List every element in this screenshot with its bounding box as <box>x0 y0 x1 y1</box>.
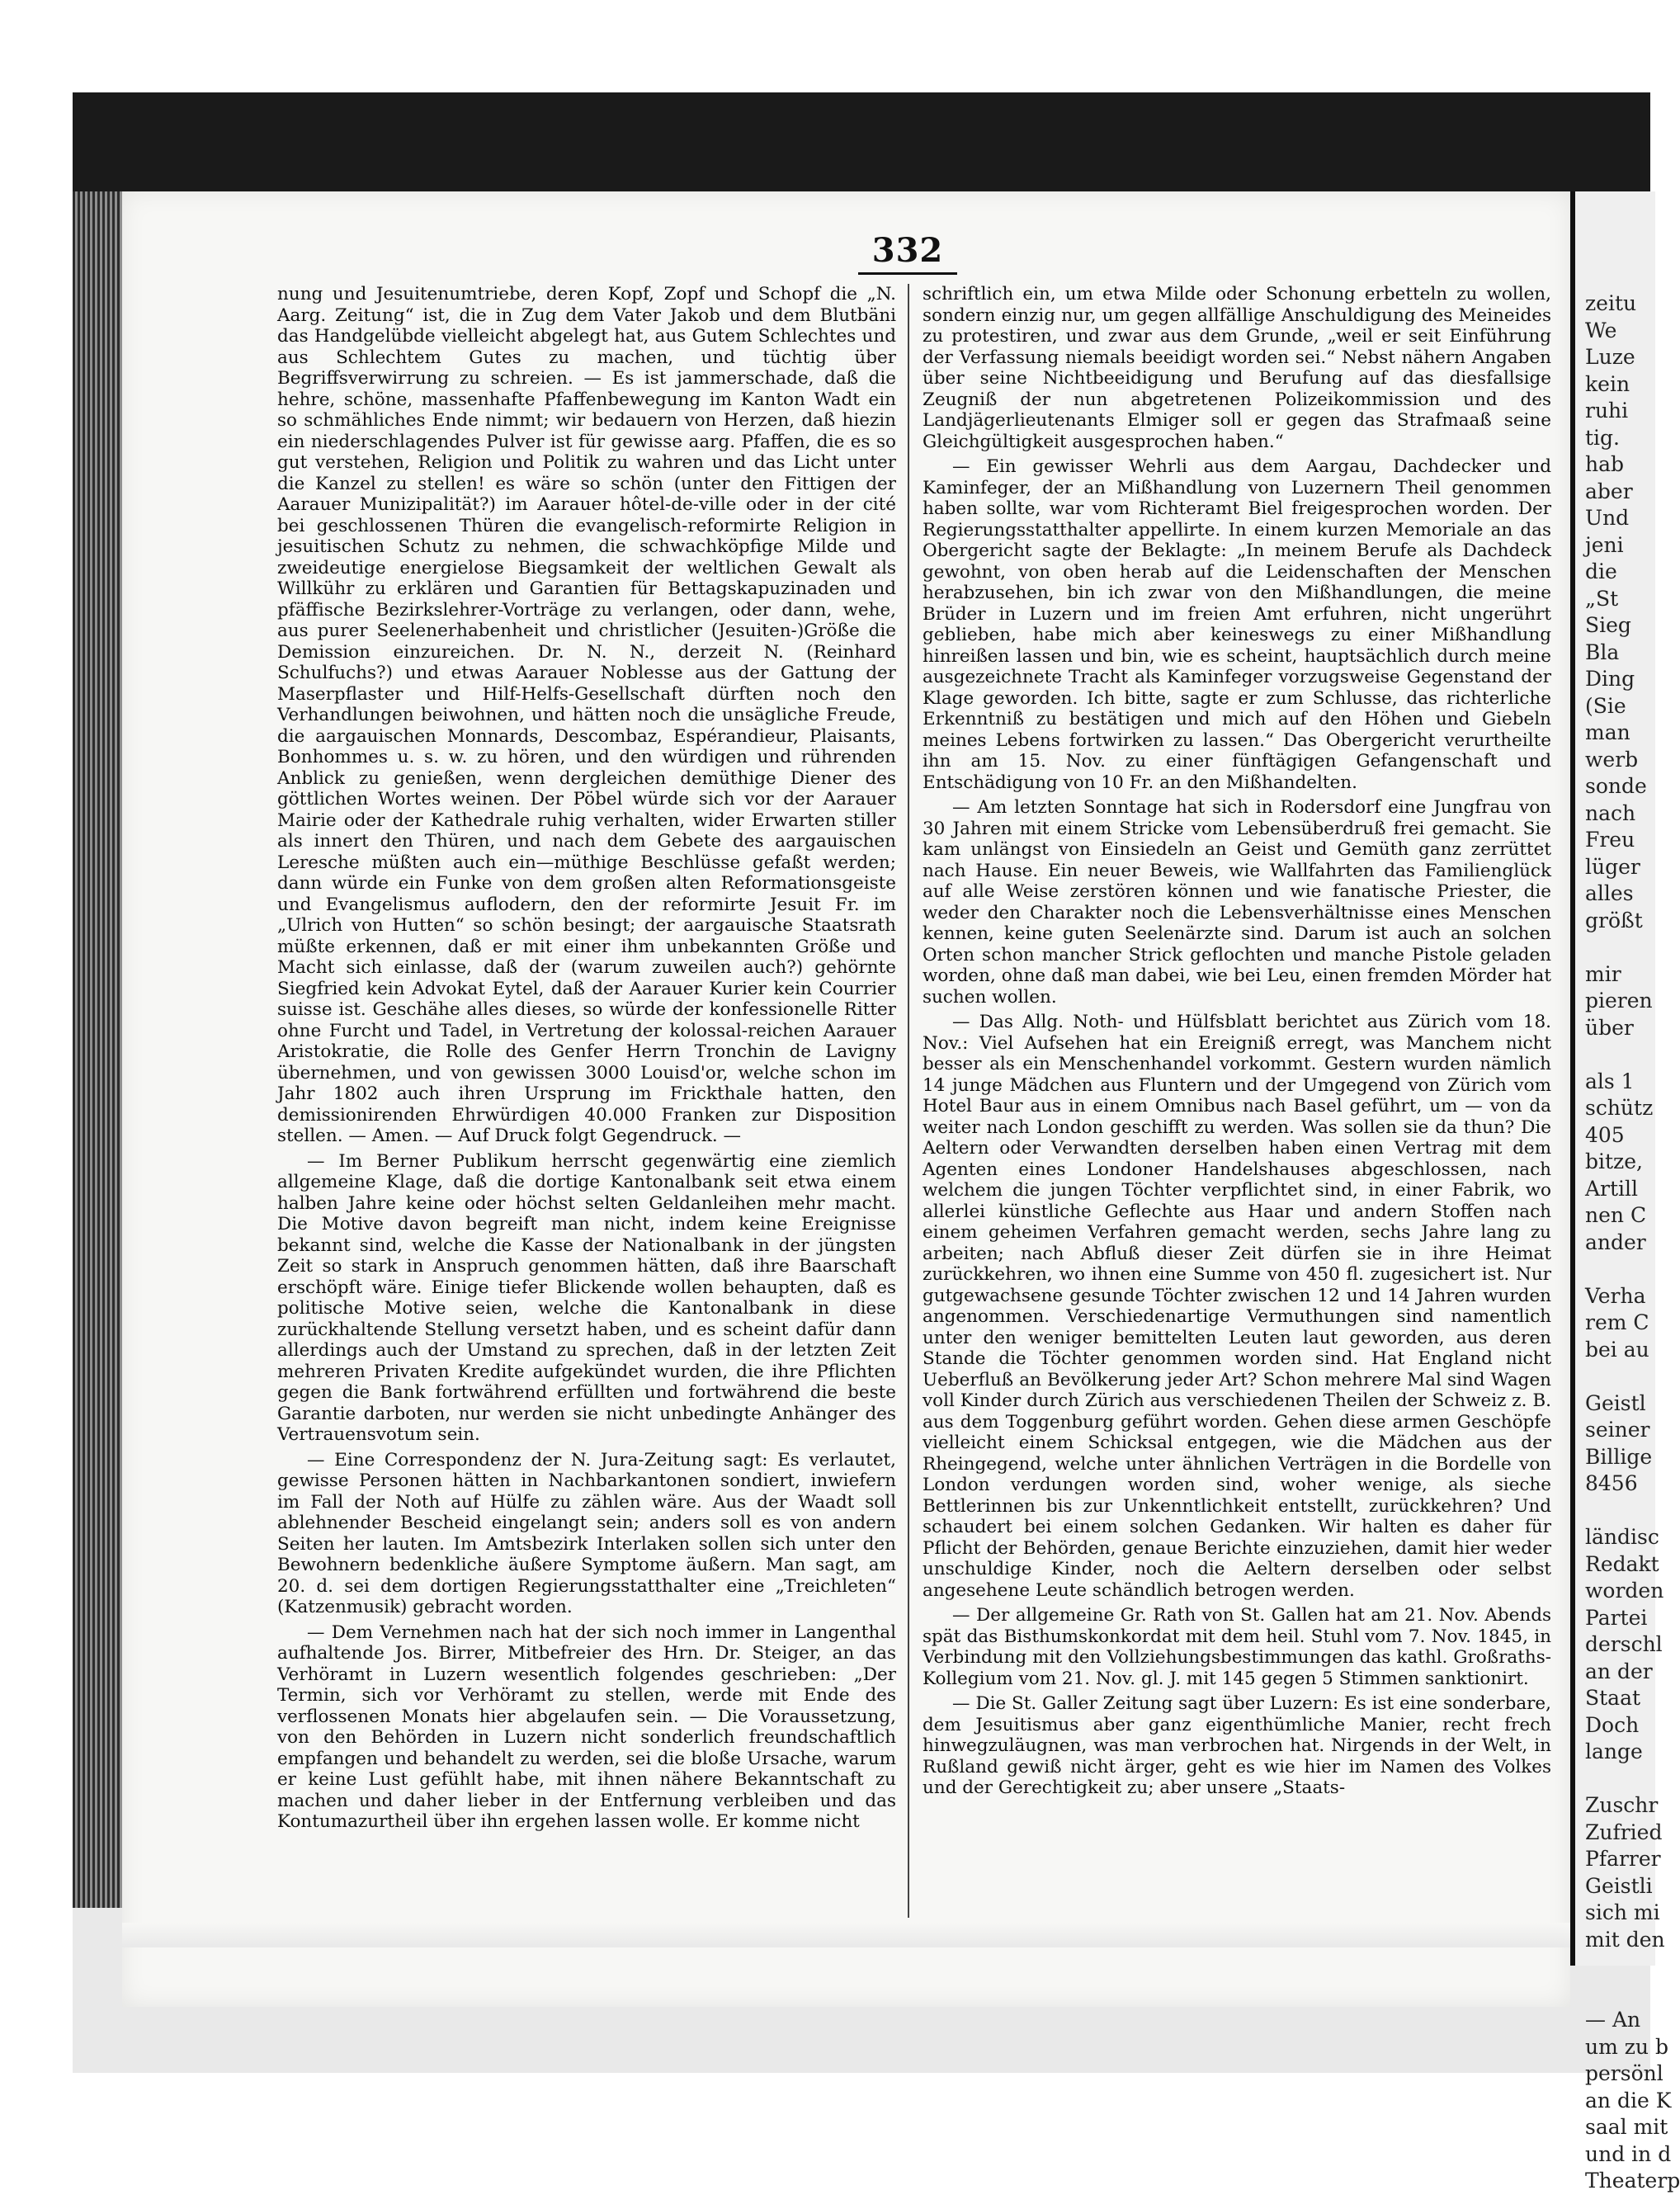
scan-top-shadow <box>73 92 1650 191</box>
article-paragraph: — Die St. Galler Zeitung sagt über Luzern: Es ist eine sonderbare, dem Jesuitismus aber ganz eigenthümliche Manier, recht frech hinwegzuläugnen, was man verbrochen hat. Nirgends in der Welt, in Rußland gewiß nicht ärger, geht es wie hier im Namen des Volkes und der Gerechtigkeit zu; aber unsere „Staats- <box>923 1693 1551 1798</box>
article-paragraph: — Im Berner Publikum herrscht gegenwärtig eine ziemlich allgemeine Klage, daß die dortige Kantonalbank seit etwa einem halben Jahre keine oder höchst selten Geldanleihen mehr macht. Die Motive davon begreift man nicht, indem keine Ereignisse bekannt sind, welche die Kasse der Nationalbank in der jüngsten Zeit so stark in Anspruch genommen hätten, daß ihre Baarschaft erschöpft wäre. Einige tiefer Blickende wollen behaupten, daß es politische Motive seien, welche die Kantonalbank in diese zurückhaltende Stellung versetzt haben, und es scheint dafür dann allerdings auch der Umstand zu sprechen, daß in der letzten Zeit mehreren Privaten Kredite aufgekündet wurden, die ihre Pflichten gegen die Bank fortwährend erfüllten und fortwährend die beste Garantie darboten, nur werden sie nicht unbedingte Anhänger des Vertrauensvotum sein. <box>277 1150 896 1445</box>
article-paragraph: nung und Jesuitenumtriebe, deren Kopf, Zopf und Schopf die „N. Aarg. Zeitung“ ist, die in Zug dem Vater Jakob und dem Blutbäni das Handgelübde vielleicht abgelegt hat, aus Gutem Schlechtes und aus Schlechtem Gutes zu machen, und tüchtig über Begriffsverwirrung zu schreien. — Es ist jammerschade, daß die hehre, schöne, massenhafte Pfaffenbewegung im Kanton Wadt ein so schmähliches Ende nimmt; wir bedauern von Herzen, daß hiezin ein niederschlagendes Pulver ist für gewisse aarg. Pfaffen, die es so gut verstehen, Religion und Politik zu wahren und das Licht unter die Kanzel zu stellen! es wäre so schön (unter den Fittigen der Aarauer Munizipalität?) im Aarauer hôtel-de-ville oder in der cité bei geschlossenen Thüren die evangelisch-reformirte Religion in jesuitischen Schutz zu nehmen, die schwachköpfige Milde und zweideutige energielose Biegsamkeit der weltlichen Gewalt als Willkühr zu erklären und Garantien für Bettagskapuzinaden und pfäffische Bezirkslehrer-Vorträge zu verlangen, oder dann, wehe, aus purer Seelenerhabenheit und christlicher (Jesuiten-)Größe die Demission einzureichen. Dr. N. N., derzeit N. (Reinhard Schulfuchs?) und etwas Aarauer Noblesse aus der Gattung der Maserpflaster und Hilf-Helfs-Gesellschaft dürften noch den Verhandlungen beiwohnen, und hätten noch die unsägliche Freude, die aargauischen Monnards, Descombaz, Espérandieur, Plaisants, Bonhommes u. s. w. zu hören, und den würdigen und rührenden Anblick zu genießen, wenn dergleichen demüthige Diener des göttlichen Wortes weinen. Der Pöbel würde sich vor der Aarauer Mairie oder der Kathedrale ruhig verhalten, wider Erwarten stiller als innert den Thüren, und nach dem Gebete des aargauischen Leresche müßten auch ein—müthige Beschlüsse gefaßt werden; dann würde ein Funke von dem großen alten Reformationsgeiste und Evangelismus auflodern, den der reformirte Jesuit Fr. im „Ulrich von Hutten“ so schön besingt; der aargauische Staatsrath müßte erkennen, daß er mit einer ihm unbekannten Größe und Macht sich einlasse, daß der (warum zuweilen auch?) gehörnte Siegfried kein Advokat Eytel, daß der Aarauer Kurier kein Courrier suisse ist. Geschähe alles dieses, so würde der konfessionelle Ritter ohne Furcht und Tadel, in Vertretung der kolossal-reichen Aarauer Aristokratie, die Rolle des Genfer Herrn Tronchin de Lavigny übernehmen, und von gewissen 3000 Louisd'or, welche schon im Jahr 1802 auch ihren Ursprung im Frickthale hatten, den demissionirenden Ehrwürdigen 40.000 Franken zur Disposition stellen. — Amen. — Auf Druck folgt Gegendruck. — <box>277 284 896 1146</box>
left-column <box>277 284 896 1918</box>
article-paragraph: — Ein gewisser Wehrli aus dem Aargau, Dachdecker und Kaminfeger, der an Mißhandlung von Luzernern Theil genommen haben sollte, war vom Richteramt Biel freigesprochen worden. Der Regierungsstatthalter appellirte. In einem kurzen Memoriale an das Obergericht sagte der Beklagte: „In meinem Berufe als Dachdeck gewohnt, von oben herab auf die Leidenschaften der Menschen herabzusehen, bin ich zwar von den Mißhandlungen, die meine Brüder in Luzern und im freien Amt erfuhren, nicht ungerührt geblieben, habe mich aber keineswegs zu einer Mißhandlung hinreißen lassen und bin, wie es scheint, hauptsächlich durch meine ausgezeichnete Tracht als Kaminfeger vorzugsweise Gegenstand der Klage geworden. Ich bitte, sagte er zum Schlusse, das richterliche Erkenntniß zu bestätigen und mich auf den Höhen und Giebeln meines Lebens fortwirken zu lassen.“ Das Obergericht verurtheilte ihn am 15. Nov. zu einer fünftägigen Gefangenschaft und Entschädigung von 10 Fr. an den Mißhandelten. <box>923 456 1551 793</box>
article-paragraph: — Das Allg. Noth- und Hülfsblatt berichtet aus Zürich vom 18. Nov.: Viel Aufsehen hat ein Ereigniß erregt, was Manchem nicht besser als ein Menschenhandel vorkommt. Gestern wurden nämlich 14 junge Mädchen aus Fluntern und der Umgegend von Zürich vom Hotel Baur aus in einem Omnibus nach Basel geführt, um — von da weiter nach London geschifft zu werden. Was sollen sie da thun? Die Aeltern oder Verwandten derselben haben einen Vertrag mit dem Agenten eines Londoner Handelshauses abgeschlossen, nach welchem die jungen Töchter verpflichtet sind, in einer Fabrik, wo allerlei künstliche Geflechte aus Haar und andern Stoffen nach einem geheimen Verfahren gemacht werden, sechs Jahre lang zu arbeiten; nach Abfluß dieser Zeit dürfen sie in ihre Heimat zurückkehren, wo ihnen eine Summe von 450 fl. zugesichert ist. Nur gutgewachsene gesunde Töchter zwischen 12 und 14 Jahren wurden angenommen. Verschiedenartige Vermuthungen sind namentlich unter den weniger bemittelten Leuten laut geworden, aus deren Stande die Töchter genommen worden sind. Hat England nicht Ueberfluß an Bevölkerung jeder Art? Schon mehrere Mal sind Wagen voll Kinder durch Zürich aus verschiedenen Theilen der Schweiz z. B. aus dem Toggenburg geführt worden. Gehen diese armen Geschöpfe vielleicht einem Schicksal entgegen, wie die Mädchen aus der Rheingegend, welche unter ähnlichen Verträgen in die Bordelle von London verdungen worden sind, woher wenige, als sieche Bettlerinnen bis zur Unkenntlichkeit entstellt, zurückkehren? Und schaudert bei einem solchen Gedanken. Wir halten es daher für Pflicht der Behörden, genaue Berichte einzuziehen, damit hier weder unschuldige Kinder, noch die Aeltern derselben oder selbst angesehene Leute schändlich betrogen werden. <box>923 1012 1551 1601</box>
book-page-edges <box>73 191 122 1908</box>
adjacent-page-fragment <box>1570 191 1680 2193</box>
article-paragraph: — Der allgemeine Gr. Rath von St. Gallen hat am 21. Nov. Abends spät das Bisthumskonkordat mit dem heil. Stuhl vom 7. Nov. 1845, in Verbindung mit den Vollziehungsbestimmungen das kathl. Großraths-Kollegium vom 21. Nov. gl. J. mit 145 gegen 5 Stimmen sanktionirt. <box>923 1605 1551 1689</box>
page-number-underline <box>858 272 957 275</box>
article-paragraph: — Dem Vernehmen nach hat der sich noch immer in Langenthal aufhaltende Jos. Birrer, Mitbefreier des Hrn. Dr. Steiger, an das Verhöramt in Luzern wesentlich folgendes geschrieben: „Der Termin, sich vor Verhöramt zu stellen, werde mit Ende des verflossenen Monats hier abgelaufen sein. — Die Voraussetzung, von den Behörden in Luzern nicht sonderlich freundschaftlich empfangen und behandelt zu werden, sei die bloße Ursache, warum er keine Lust gefühlt habe, mit ihnen nähere Bekanntschaft zu machen und daher lieber in der Entfernung verbleiben und das Kontumazurtheil über ihn ergehen lassen wolle. Er komme nicht <box>277 1621 896 1832</box>
article-paragraph: — Am letzten Sonntage hat sich in Rodersdorf eine Jungfrau von 30 Jahren mit einem Stricke vom Lebensüberdruß frei gemacht. Sie kam unlängst von Einsiedeln an Geist und Gemüth ganz zerrüttet nach Hause. Ein neuer Beweis, wie Wallfahrten das Familienglück auf alle Weise zerstören können und wie fanatische Priester, die weder den Charakter noch die Lebensverhältnisse eines Menschen kennen, keine guten Seelenärzte sind. Darum ist auch an solchen Orten schon mancher Strick geflochten und manche Pistole geladen worden, ohne daß man dabei, wie bei Leu, einen fremden Mörder hat suchen wollen. <box>923 797 1551 1008</box>
article-paragraph: — Eine Correspondenz der N. Jura-Zeitung sagt: Es verlautet, gewisse Personen hätten in Nachbarkantonen sondiert, inwiefern im Fall der Noth auf Hülfe zu zählen wäre. Aus der Waadt soll ablehnender Bescheid eingelangt sein; anders soll es von andern Seiten her lauten. Im Amtsbezirk Interlaken sollen sich unter den Bewohnern bedenkliche äußere Symptome äußern. Man sagt, am 20. d. sei dem dortigen Regierungsstatthalter eine „Treichleten“ (Katzenmusik) gebracht worden. <box>277 1449 896 1617</box>
article-paragraph: schriftlich ein, um etwa Milde oder Schonung erbetteln zu wollen, sondern einzig nur, um gegen allfällige Anschuldigung des Meineides zu protestiren, und zwar aus dem Grunde, „weil er seit Einführung der Verfassung niemals beeidigt worden sei.“ Nebst nähern Angaben über seine Nichtbeeidigung und Berufung auf das diesfallsige Zeugniß der nun abgetretenen Polizeikommission und des Landjägerlieutenants Elmiger soll er gegen das Strafmaaß seine Gleichgültigkeit ausgesprochen haben.“ <box>923 284 1551 452</box>
page-number: 332 <box>871 231 944 270</box>
column-divider <box>908 284 909 1918</box>
right-column <box>923 284 1551 1918</box>
adjacent-page-text: zeitu We Luze kein ruhi tig. hab aber Und jeni die „St Sieg Bla Ding (Sie man werb sonde nach Freu lüger alles größt mir pieren über als 1 schütz 405 bitze, Artill nen C ander Verha rem C bei au Geistl seiner Billige 8456 ländisc Redakt worden Partei derschl an der Staat Doch lange Zuschr Zufried Pfarrer Geistli sich mi mit den — An um zu b persönl an die K saal mit und in d Theaterp <box>1585 291 1680 2193</box>
page-bottom-shadow <box>122 1923 1570 1947</box>
